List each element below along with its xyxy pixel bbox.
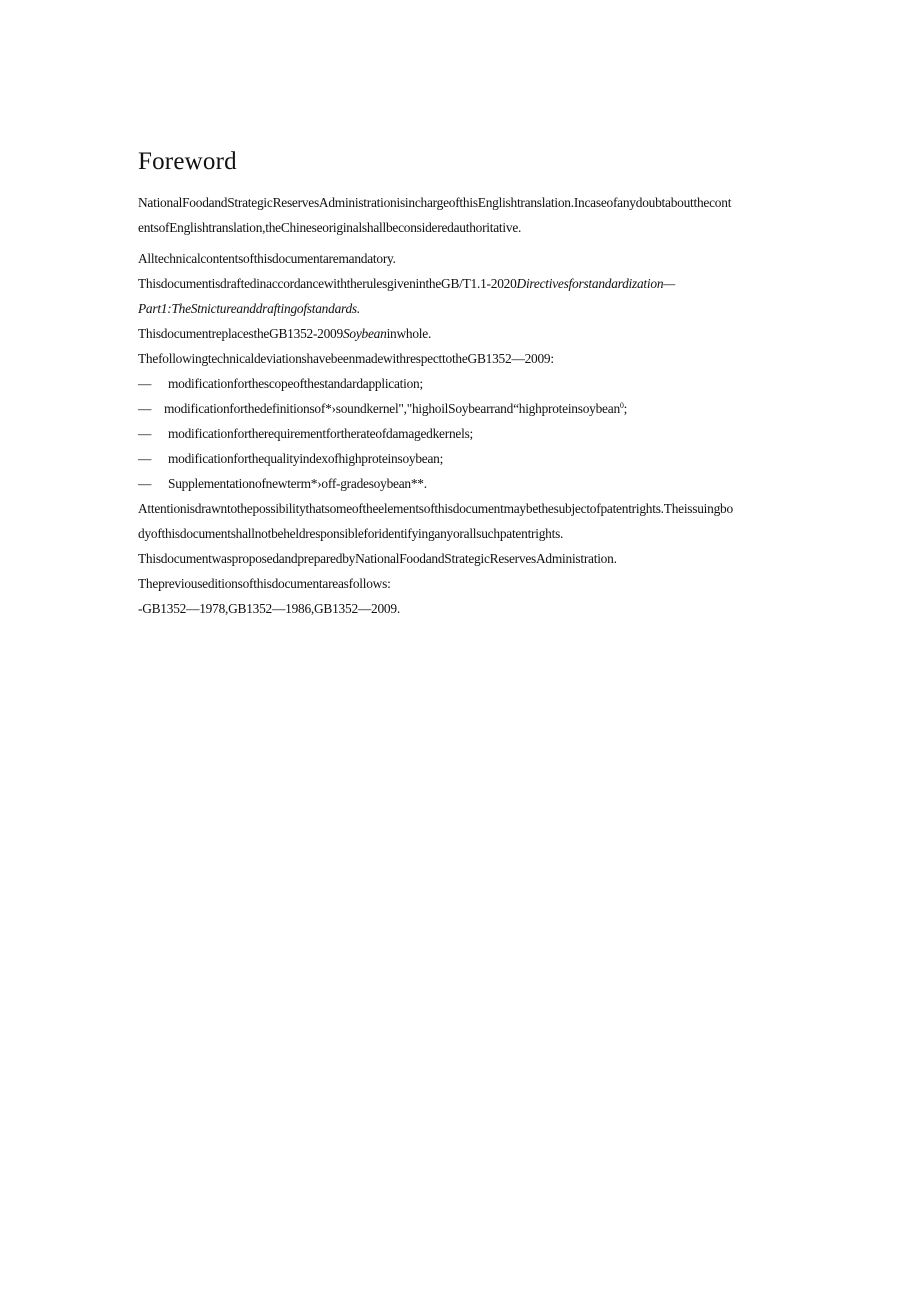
list-item	[138, 421, 788, 446]
superscript-mark: 0	[619, 401, 624, 410]
list-item	[138, 371, 788, 396]
dash-marker: —	[138, 376, 152, 391]
list-item-text: modificationforthescopeofthestandardapplication;	[168, 376, 423, 391]
drafted-line-1	[138, 271, 788, 296]
dash-marker: —	[138, 476, 152, 491]
drafted-title-part1: Directivesforstandardization—	[516, 276, 675, 291]
page-title: Foreword	[138, 148, 237, 175]
list-item-end: ;	[623, 401, 628, 416]
list-item-text: modificationforthedefinitionsof*›soundkernel","highoilSoybearrand“highproteinsoybean	[164, 401, 620, 416]
deviations-intro: ThefollowingtechnicaldeviationshavebeenmadewithrespecttotheGB1352—2009:	[138, 351, 554, 366]
patent-line-2: dyofthisdocumentshallnotbeheldresponsibleforidentifyinganyorallsuchpatentrights.	[138, 526, 564, 541]
drafted-prefix: ThisdocumentisdraftedinaccordancewiththerulesgivenintheGB/T1.1-2020	[138, 276, 517, 291]
proposed-statement: ThisdocumentwasproposedandpreparedbyNationalFoodandStrategicReservesAdministration.	[138, 551, 617, 566]
replaces-prefix: ThisdocumentreplacestheGB1352-2009	[138, 326, 343, 341]
mandatory-statement: Alltechnicalcontentsofthisdocumentaremandatory.	[138, 251, 396, 266]
dash-marker: —	[138, 401, 152, 416]
replaces-statement	[138, 321, 788, 346]
list-item	[138, 471, 788, 496]
patent-line-1: Attentionisdrawntothepossibilitythatsomeoftheelementsofthisdocumentmaybethesubjectofpatentrights.Theissuingbo	[138, 501, 733, 516]
list-item-text: modificationfortherequirementfortherateofdamagedkernels;	[168, 426, 474, 441]
list-item-text: modificationforthequalityindexofhighproteinsoybean;	[168, 451, 444, 466]
previous-editions-list: -GB1352—1978,GB1352—1986,GB1352—2009.	[138, 601, 400, 616]
foreword-body	[138, 190, 788, 621]
intro-line-2: entsofEnglishtranslation,theChineseoriginalshallbeconsideredauthoritative.	[138, 220, 522, 235]
replaces-title: Soybean	[342, 326, 387, 341]
list-item	[138, 396, 788, 421]
replaces-suffix: inwhole.	[386, 326, 432, 341]
intro-line-1: NationalFoodandStrategicReservesAdministrationisinchargeofthisEnglishtranslation.Incaseofanydoubtaboutthecont	[138, 195, 732, 210]
previous-editions-intro: Thepreviouseditionsofthisdocumentareasfollows:	[138, 576, 391, 591]
dash-marker: —	[138, 451, 152, 466]
drafted-line-2: Part1:TheStnictureanddraftingofstandards.	[138, 301, 360, 316]
list-item-text: Supplementationofnewterm*›off-gradesoybean**.	[168, 476, 427, 491]
list-item	[138, 446, 788, 471]
dash-marker: —	[138, 426, 152, 441]
